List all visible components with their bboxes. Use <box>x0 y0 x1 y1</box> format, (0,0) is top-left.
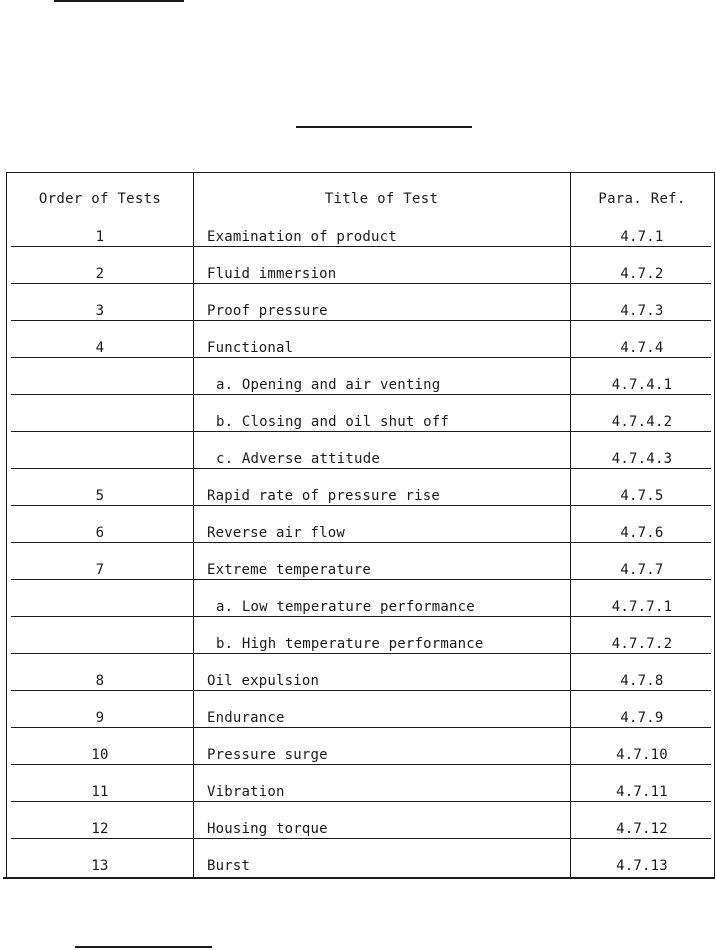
title-cell: Rapid rate of pressure rise <box>207 488 440 504</box>
table-row <box>7 839 714 876</box>
para-ref-cell: 4.7.5 <box>620 488 664 504</box>
title-cell: Proof pressure <box>207 303 328 319</box>
header-para-ref: Para. Ref. <box>598 191 686 207</box>
title-cell: a. Low temperature performance <box>216 599 475 615</box>
order-cell: 7 <box>95 562 105 578</box>
title-cell: b. Closing and oil shut off <box>216 414 449 430</box>
table-row <box>7 691 714 728</box>
order-cell: 8 <box>95 673 105 689</box>
table-row <box>7 395 714 432</box>
para-ref-cell: 4.7.4.2 <box>611 414 673 430</box>
title-cell: b. High temperature performance <box>216 636 484 652</box>
para-ref-cell: 4.7.4.1 <box>611 377 673 393</box>
table-row <box>7 728 714 765</box>
order-cell: 13 <box>91 858 109 874</box>
top-heading-underline <box>54 0 184 2</box>
order-cell: 2 <box>95 266 105 282</box>
table-bottom-border <box>3 877 715 879</box>
para-ref-cell: 4.7.13 <box>616 858 668 874</box>
para-ref-cell: 4.7.7 <box>620 562 664 578</box>
table-row <box>7 358 714 395</box>
table-row <box>7 506 714 543</box>
table-row <box>7 617 714 654</box>
order-cell: 6 <box>95 525 105 541</box>
para-ref-cell: 4.7.6 <box>620 525 664 541</box>
bottom-heading-underline <box>75 946 212 948</box>
para-ref-cell: 4.7.7.2 <box>611 636 673 652</box>
para-ref-cell: 4.7.7.1 <box>611 599 673 615</box>
para-ref-cell: 4.7.2 <box>620 266 664 282</box>
header-title-of-test: Title of Test <box>324 191 439 207</box>
para-ref-cell: 4.7.4 <box>620 340 664 356</box>
para-ref-cell: 4.7.10 <box>616 747 668 763</box>
title-cell: Burst <box>207 858 251 874</box>
title-cell: a. Opening and air venting <box>216 377 441 393</box>
title-cell: Pressure surge <box>207 747 328 763</box>
table-row <box>7 432 714 469</box>
table-row <box>7 247 714 284</box>
table-row <box>7 654 714 691</box>
title-cell: Oil expulsion <box>207 673 320 689</box>
table-row <box>7 284 714 321</box>
table-row <box>7 765 714 802</box>
title-cell: Fluid immersion <box>207 266 337 282</box>
title-cell: Endurance <box>207 710 285 726</box>
table-caption-underline <box>296 126 472 128</box>
para-ref-cell: 4.7.11 <box>616 784 668 800</box>
table-row <box>7 469 714 506</box>
title-cell: Housing torque <box>207 821 328 837</box>
table-row <box>7 580 714 617</box>
para-ref-cell: 4.7.4.3 <box>611 451 673 467</box>
para-ref-cell: 4.7.12 <box>616 821 668 837</box>
para-ref-cell: 4.7.3 <box>620 303 664 319</box>
title-cell: Examination of product <box>207 229 397 245</box>
title-cell: c. Adverse attitude <box>216 451 380 467</box>
order-cell: 5 <box>95 488 105 504</box>
para-ref-cell: 4.7.8 <box>620 673 664 689</box>
title-cell: Extreme temperature <box>207 562 371 578</box>
order-cell: 9 <box>95 710 105 726</box>
title-cell: Vibration <box>207 784 285 800</box>
table-row <box>7 543 714 580</box>
test-order-table <box>6 172 715 878</box>
order-cell: 3 <box>95 303 105 319</box>
order-cell: 4 <box>95 340 105 356</box>
para-ref-cell: 4.7.9 <box>620 710 664 726</box>
para-ref-cell: 4.7.1 <box>620 229 664 245</box>
order-cell: 10 <box>91 747 109 763</box>
table-row <box>7 802 714 839</box>
order-cell: 11 <box>91 784 109 800</box>
order-cell: 12 <box>91 821 109 837</box>
table-row <box>7 210 714 247</box>
table-row <box>7 321 714 358</box>
header-order-of-tests: Order of Tests <box>38 191 162 207</box>
title-cell: Functional <box>207 340 294 356</box>
title-cell: Reverse air flow <box>207 525 346 541</box>
order-cell: 1 <box>95 229 105 245</box>
